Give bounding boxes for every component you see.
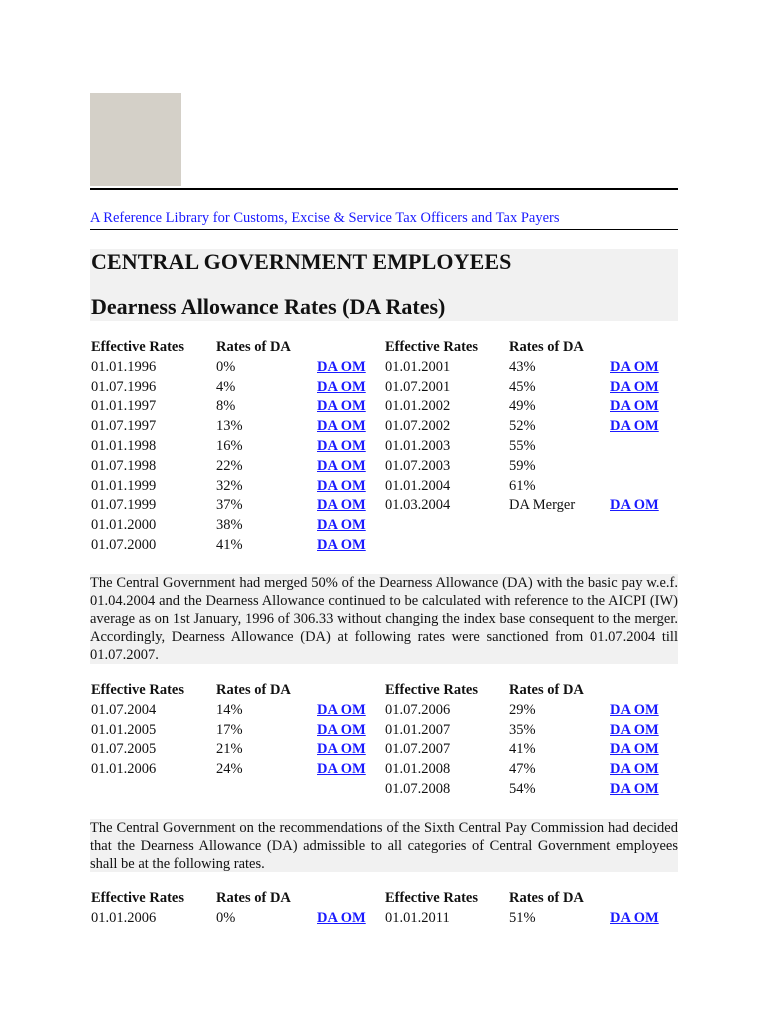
effective-date: 01.01.2002 xyxy=(385,398,451,415)
da-rate: 55% xyxy=(509,437,536,454)
da-om-link[interactable]: DA OM xyxy=(317,497,366,514)
da-om-link[interactable]: DA OM xyxy=(317,909,366,926)
da-rate: 29% xyxy=(509,701,536,718)
da-rate: 22% xyxy=(216,457,243,474)
da-rate: 47% xyxy=(509,761,536,778)
da-om-link[interactable]: DA OM xyxy=(610,909,659,926)
da-om-link[interactable]: DA OM xyxy=(317,398,366,415)
effective-date: 01.07.2008 xyxy=(385,780,451,797)
da-rate: 43% xyxy=(509,358,536,375)
da-rate: 49% xyxy=(509,398,536,415)
effective-date: 01.01.2008 xyxy=(385,761,451,778)
da-om-link[interactable]: DA OM xyxy=(317,418,366,435)
column-header-rates-of-da: Rates of DA xyxy=(216,339,291,355)
page-title: CENTRAL GOVERNMENT EMPLOYEES xyxy=(91,249,512,274)
effective-date: 01.01.1998 xyxy=(91,437,157,454)
sixth-cpc-paragraph: The Central Government on the recommendations of the Sixth Central Pay Commission had decided that the Dearness Allowance (DA) admissible to all categories of Central Government employees shall be at the following rates. xyxy=(90,820,678,872)
da-rate: 0% xyxy=(216,909,236,926)
da-rate: 21% xyxy=(216,741,243,758)
effective-date: 01.07.1996 xyxy=(91,378,157,395)
effective-date: 01.07.2004 xyxy=(91,701,157,718)
da-rate: 59% xyxy=(509,457,536,474)
da-om-link[interactable]: DA OM xyxy=(317,378,366,395)
effective-date: 01.07.2003 xyxy=(385,457,451,474)
effective-date: 01.01.2006 xyxy=(91,761,157,778)
page-subtitle: Dearness Allowance Rates (DA Rates) xyxy=(91,294,446,319)
effective-date: 01.03.2004 xyxy=(385,497,451,514)
da-om-link[interactable]: DA OM xyxy=(317,457,366,474)
da-rate: 17% xyxy=(216,721,243,738)
column-header-effective-rates: Effective Rates xyxy=(91,682,184,698)
da-rate: 35% xyxy=(509,721,536,738)
effective-date: 01.07.2007 xyxy=(385,741,451,758)
column-header-rates-of-da: Rates of DA xyxy=(509,339,584,355)
da-om-link[interactable]: DA OM xyxy=(610,741,659,758)
da-rate: 41% xyxy=(509,741,536,758)
da-rate: DA Merger xyxy=(509,497,576,514)
effective-date: 01.01.1996 xyxy=(91,358,157,375)
da-om-link[interactable]: DA OM xyxy=(317,477,366,494)
da-rate: 61% xyxy=(509,477,536,494)
da-om-link[interactable]: DA OM xyxy=(610,761,659,778)
column-header-rates-of-da: Rates of DA xyxy=(216,890,291,906)
column-header-rates-of-da: Rates of DA xyxy=(509,890,584,906)
site-tagline-link[interactable]: A Reference Library for Customs, Excise & Service Tax Officers and Tax Payers xyxy=(90,210,560,226)
heading-panel xyxy=(90,249,678,321)
da-om-link[interactable]: DA OM xyxy=(610,398,659,415)
da-rate: 51% xyxy=(509,909,536,926)
da-om-link[interactable]: DA OM xyxy=(610,780,659,797)
effective-date: 01.01.2001 xyxy=(385,358,451,375)
effective-date: 01.01.2003 xyxy=(385,437,451,454)
effective-date: 01.07.1998 xyxy=(91,457,157,474)
effective-date: 01.07.1997 xyxy=(91,418,157,435)
effective-date: 01.07.1999 xyxy=(91,497,157,514)
da-om-link[interactable]: DA OM xyxy=(317,437,366,454)
effective-date: 01.01.1997 xyxy=(91,398,157,415)
da-om-link[interactable]: DA OM xyxy=(317,701,366,718)
column-header-effective-rates: Effective Rates xyxy=(385,682,478,698)
column-header-rates-of-da: Rates of DA xyxy=(216,682,291,698)
da-rate: 14% xyxy=(216,701,243,718)
column-header-rates-of-da: Rates of DA xyxy=(509,682,584,698)
da-rate: 52% xyxy=(509,418,536,435)
effective-date: 01.01.2005 xyxy=(91,721,157,738)
merger-paragraph: The Central Government had merged 50% of the Dearness Allowance (DA) with the basic pay w.e.f. 01.04.2004 and the Dearness Allowance continued to be calculated with reference to the AICPI (IW) average as on 1st January, 1996 of 306.33 without changing the index base consequent to the merger. Accordingly, Dearness Allowance (DA) at following rates were sanctioned from 01.07.2004 till 01.07.2007. xyxy=(90,575,678,663)
da-om-link[interactable]: DA OM xyxy=(610,497,659,514)
da-rate: 37% xyxy=(216,497,243,514)
effective-date: 01.01.2006 xyxy=(91,909,157,926)
column-header-effective-rates: Effective Rates xyxy=(385,890,478,906)
da-om-link[interactable]: DA OM xyxy=(610,701,659,718)
effective-date: 01.07.2000 xyxy=(91,536,157,553)
da-rate: 24% xyxy=(216,761,243,778)
da-rate: 32% xyxy=(216,477,243,494)
effective-date: 01.01.2007 xyxy=(385,721,451,738)
da-rate: 41% xyxy=(216,536,243,553)
column-header-effective-rates: Effective Rates xyxy=(385,339,478,355)
da-om-link[interactable]: DA OM xyxy=(610,358,659,375)
effective-date: 01.07.2001 xyxy=(385,378,451,395)
da-rate: 54% xyxy=(509,780,536,797)
effective-date: 01.01.2004 xyxy=(385,477,451,494)
effective-date: 01.07.2005 xyxy=(91,741,157,758)
da-om-link[interactable]: DA OM xyxy=(317,721,366,738)
da-rate: 0% xyxy=(216,358,236,375)
da-om-link[interactable]: DA OM xyxy=(317,517,366,534)
da-om-link[interactable]: DA OM xyxy=(610,378,659,395)
logo-image xyxy=(90,93,181,186)
column-header-effective-rates: Effective Rates xyxy=(91,890,184,906)
da-om-link[interactable]: DA OM xyxy=(317,761,366,778)
effective-date: 01.01.2000 xyxy=(91,517,157,534)
da-om-link[interactable]: DA OM xyxy=(610,418,659,435)
da-rate: 4% xyxy=(216,378,236,395)
effective-date: 01.07.2002 xyxy=(385,418,451,435)
tagline-divider xyxy=(90,229,678,230)
column-header-effective-rates: Effective Rates xyxy=(91,339,184,355)
da-om-link[interactable]: DA OM xyxy=(317,536,366,553)
effective-date: 01.07.2006 xyxy=(385,701,451,718)
da-om-link[interactable]: DA OM xyxy=(610,721,659,738)
da-rate: 38% xyxy=(216,517,243,534)
da-rate: 13% xyxy=(216,418,243,435)
da-rate: 45% xyxy=(509,378,536,395)
effective-date: 01.01.1999 xyxy=(91,477,157,494)
da-rate: 16% xyxy=(216,437,243,454)
header-divider xyxy=(90,188,678,190)
da-om-link[interactable]: DA OM xyxy=(317,741,366,758)
da-om-link[interactable]: DA OM xyxy=(317,358,366,375)
da-rate: 8% xyxy=(216,398,236,415)
effective-date: 01.01.2011 xyxy=(385,909,450,926)
